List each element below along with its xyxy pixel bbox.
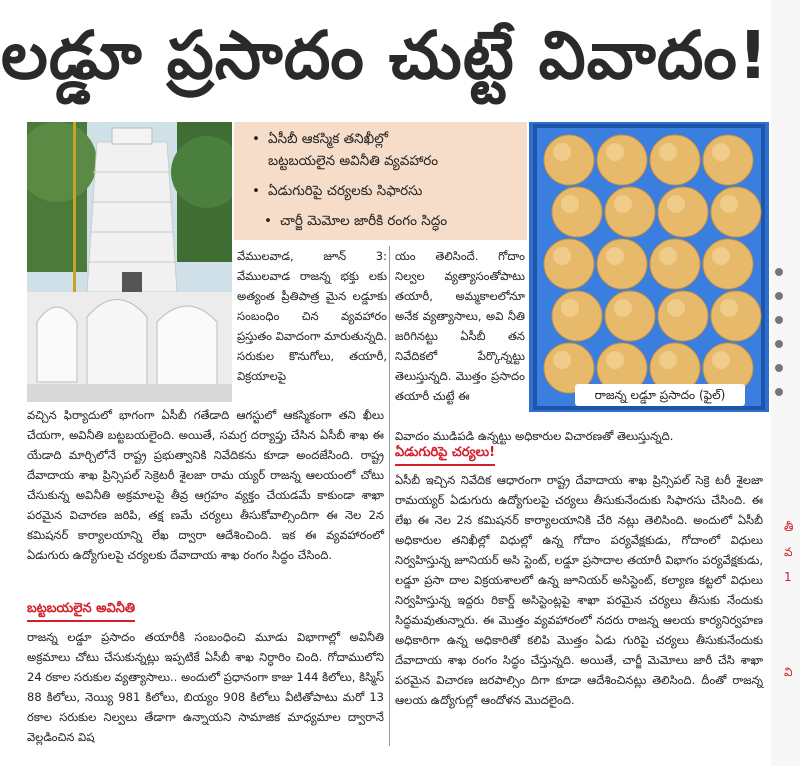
strip-text: వ bbox=[784, 545, 793, 559]
bullet-icon bbox=[775, 388, 783, 396]
laddu bbox=[703, 239, 753, 289]
highlight-item-3: • చార్జీ మెమోల జారీకి రంగం సిద్ధం bbox=[264, 210, 447, 232]
laddu bbox=[711, 291, 761, 341]
strip-text: వి bbox=[784, 665, 793, 679]
intro-wide-text: వచ్చిన ఫిర్యాదులో భాగంగా ఏసీబీ గతేడాది ఆగస్టులో ఆకస్మికంగా తని ఖీలు చేయగా, అవినీతి బట్టబయలైంది. అయితే, సమగ్ర దర్యాప్తు చేసిన ఏసీబీ శాఖ ఈ యేడాది మార్చిలోనే రాష్ట్ర ప్రభుత్వానికి నివేదికను కూడా అందజేసింది. రాష్ట్ర దేవాదాయ శాఖ ప్రిన్సిపల్ సెక్రెటరీ శైలజా రామ య్యర్ రాజన్న ఆలయంలో చోటు చేసుకున్న అవినీతి అక్రమాలపై తీవ్ర ఆగ్రహం వ్యక్తం చేయడమే కాకుండా శాఖా పరమైన విచారణ జరిపి, తక్ష ణమే చర్యలు తీసుకోవాల్సిందిగా ఈ నెల 2న కమిషనర్ కార్యాలయాన్ని లేఖ ద్వారా ఆదేశించింది. ఇక ఈ వ్యవహారంలో ఏడుగురు ఉద్యోగులపై చర్యలకు దేవాదాయ శాఖ రంగం సిద్ధం చేసింది. bbox=[27, 408, 384, 562]
laddu-highlight bbox=[561, 299, 579, 317]
laddu-highlight bbox=[712, 351, 730, 369]
laddu-highlight bbox=[561, 195, 579, 213]
laddu-highlight bbox=[659, 351, 677, 369]
headline: లడ్డూ ప్రసాదం చుట్టే వివాదం! bbox=[1, 17, 769, 94]
bullet-icon bbox=[775, 316, 783, 324]
laddu-highlight bbox=[606, 351, 624, 369]
bullet-icon bbox=[775, 268, 783, 276]
laddu bbox=[605, 187, 655, 237]
adjacent-article-strip bbox=[771, 0, 800, 766]
laddu bbox=[544, 135, 594, 185]
laddu bbox=[552, 187, 602, 237]
laddu-photo bbox=[529, 122, 769, 412]
highlight-item-1: • ఏసీబీ ఆకస్మిక తనిఖీల్లో bbox=[252, 128, 388, 150]
laddu-highlight bbox=[553, 351, 571, 369]
laddu bbox=[711, 187, 761, 237]
laddu bbox=[605, 291, 655, 341]
bullet-icon: • bbox=[264, 213, 272, 229]
bullet-icon bbox=[775, 340, 783, 348]
laddu-highlight bbox=[720, 195, 738, 213]
laddu-highlight bbox=[712, 247, 730, 265]
bullet-icon: • bbox=[252, 183, 260, 199]
laddu-highlight bbox=[553, 247, 571, 265]
temple-photo bbox=[27, 122, 232, 402]
laddu bbox=[650, 135, 700, 185]
left-bottom-text: రాజన్న లడ్డూ ప్రసాదం తయారీకి సంబంధించి మూడు విభాగాల్లో అవినీతి అక్రమాలు చోటు చేసుకున్నట్లు ఇప్పటికే ఏసీబీ శాఖ నిర్ధారిం చింది. గోదాములోని 24 రకాల సరుకుల వ్యత్యాసాలు.. అందులో ప్రధానంగా కాజు 144 కిలోలు, కిస్మిస్ 88 కిలోలు, నెయ్యి 981 కిలోలు, బియ్యం 908 కిలోలు వీటితోపాటు మరో 13 రకాల సరుకుల నిల్వలు తేడాగా ఉన్నాయని సామాజిక మాధ్యమాల ద్వారానే వెల్లడించిన విష bbox=[27, 630, 384, 744]
subhead-actions: ఏడుగురిపై చర్యలు! bbox=[395, 442, 495, 466]
intro-narrow-column: వేములవాడ, జూన్ 3: వేములవాడ రాజన్న భక్తు లకు అత్యంత ప్రీతిపాత్ర మైన లడ్డూకు సంబంధిం చిన వ్యవహారం ప్రస్తుతం వివాదంగా మారుతున్నది. సరుకుల కొనుగోలు, తయారీ, విక్రయాలపై bbox=[237, 249, 387, 383]
subhead-corruption: బట్టబయలైన అవినీతి bbox=[27, 598, 135, 622]
bullet-icon: • bbox=[252, 131, 260, 147]
laddu-highlight bbox=[553, 143, 571, 161]
laddu-highlight bbox=[667, 195, 685, 213]
laddu bbox=[658, 291, 708, 341]
laddu-highlight bbox=[659, 143, 677, 161]
laddu-highlight bbox=[659, 247, 677, 265]
bullet-icon bbox=[775, 292, 783, 300]
laddu-highlight bbox=[667, 299, 685, 317]
laddu-highlight bbox=[606, 247, 624, 265]
highlight-item-2: • ఏడుగురిపై చర్యలకు సిఫారసు bbox=[252, 180, 422, 202]
middle-wide-line: వివాదం ముడిపడి ఉన్నట్టు అధికారుల విచారణతో తెలుస్తున్నది. bbox=[395, 429, 674, 443]
laddu-highlight bbox=[712, 143, 730, 161]
highlights-box bbox=[234, 122, 527, 240]
right-bottom-text: ఏసీబీ ఇచ్చిన నివేదిక ఆధారంగా రాష్ట్ర దేవాదాయ శాఖ ప్రిన్సిపల్ సెక్రె టరీ శైలజా రామయ్యర్ ఏడుగురు ఉద్యోగులపై చర్యలు తీసుకునేందుకు సిఫారసు చేసింది. ఈ లేఖ ఈ నెల 2న కమిషనర్ కార్యాలయానికి చేరి నట్లు తెలిసింది. అందులో ఏసీబీ అధికారుల తనిఖీల్లో విధుల్లో ఉన్న గోదాం పర్యవేక్షకుడు, గోదాంలో విధులు నిర్వహిస్తున్న జూనియర్ అసి స్టెంట్, లడ్డూ ప్రసాదాల తయారీ విభాగం పర్యవేక్షకుడు, లడ్డూ ప్రసా దాల విక్రయశాలలో ఉన్న జూనియర్ అసిస్టెంట్, కల్యాణ కట్టలో విధులు నిర్వహిస్తున్న ఇద్దరు రికార్డ్ అసిస్టెంట్లపై శాఖా పరమైన చర్యలు తీసుకు నేందుకు సిద్ధమవుతున్నారు. ఈ మొత్తం వ్యవహారంలో నదరు రాజన్న ఆలయ కార్యనిర్వహణ అధికారిగా ఉన్న అధికారితో కలిపి మొత్తం ఏడు గురిపై చర్యలు తీసుకునేందుకు దేవాదాయ శాఖ రంగం సిద్ధం చేస్తున్నది. అయితే, చార్జీ మెమోలు జారీ చేసి శాఖా పరమైన విచారణ జరపాల్సిం దిగా కూడా ఆదేశించినట్లు తెలిసింది. దీంతో రాజన్న ఆలయ ఉద్యోగుల్లో ఆందోళన మొదలైంది. bbox=[395, 473, 763, 707]
laddu bbox=[658, 187, 708, 237]
laddu bbox=[597, 135, 647, 185]
laddu-photo-caption: రాజన్న లడ్డూ ప్రసాదం (ఫైల్) bbox=[575, 384, 745, 406]
laddu-highlight bbox=[606, 143, 624, 161]
column-divider bbox=[389, 246, 390, 746]
strip-text: 1 bbox=[784, 570, 792, 584]
laddu bbox=[544, 239, 594, 289]
laddu bbox=[597, 239, 647, 289]
laddu bbox=[650, 239, 700, 289]
laddu bbox=[552, 291, 602, 341]
laddu-highlight bbox=[720, 299, 738, 317]
highlight-item-1b: బట్టబయలైన అవినీతి వ్యవహారం bbox=[268, 153, 439, 169]
laddu bbox=[703, 135, 753, 185]
strip-text: తీ bbox=[784, 520, 794, 534]
laddu-highlight bbox=[614, 195, 632, 213]
bullet-icon bbox=[775, 364, 783, 372]
laddu-highlight bbox=[614, 299, 632, 317]
middle-narrow-column: యం తెలిసిందే. గోదాం నిల్వల వ్యత్యాసంతోపాటు తయారీ, అమ్మకాలలోనూ అనేక వ్యత్యాసాలు, అవి నీతి జరిగినట్టు ఏసీబీ తన నివేదికలో పేర్కొన్నట్టు తెలుస్తున్నది. మొత్తం ప్రసాదం తయారీ చుట్టే ఈ bbox=[395, 249, 525, 403]
